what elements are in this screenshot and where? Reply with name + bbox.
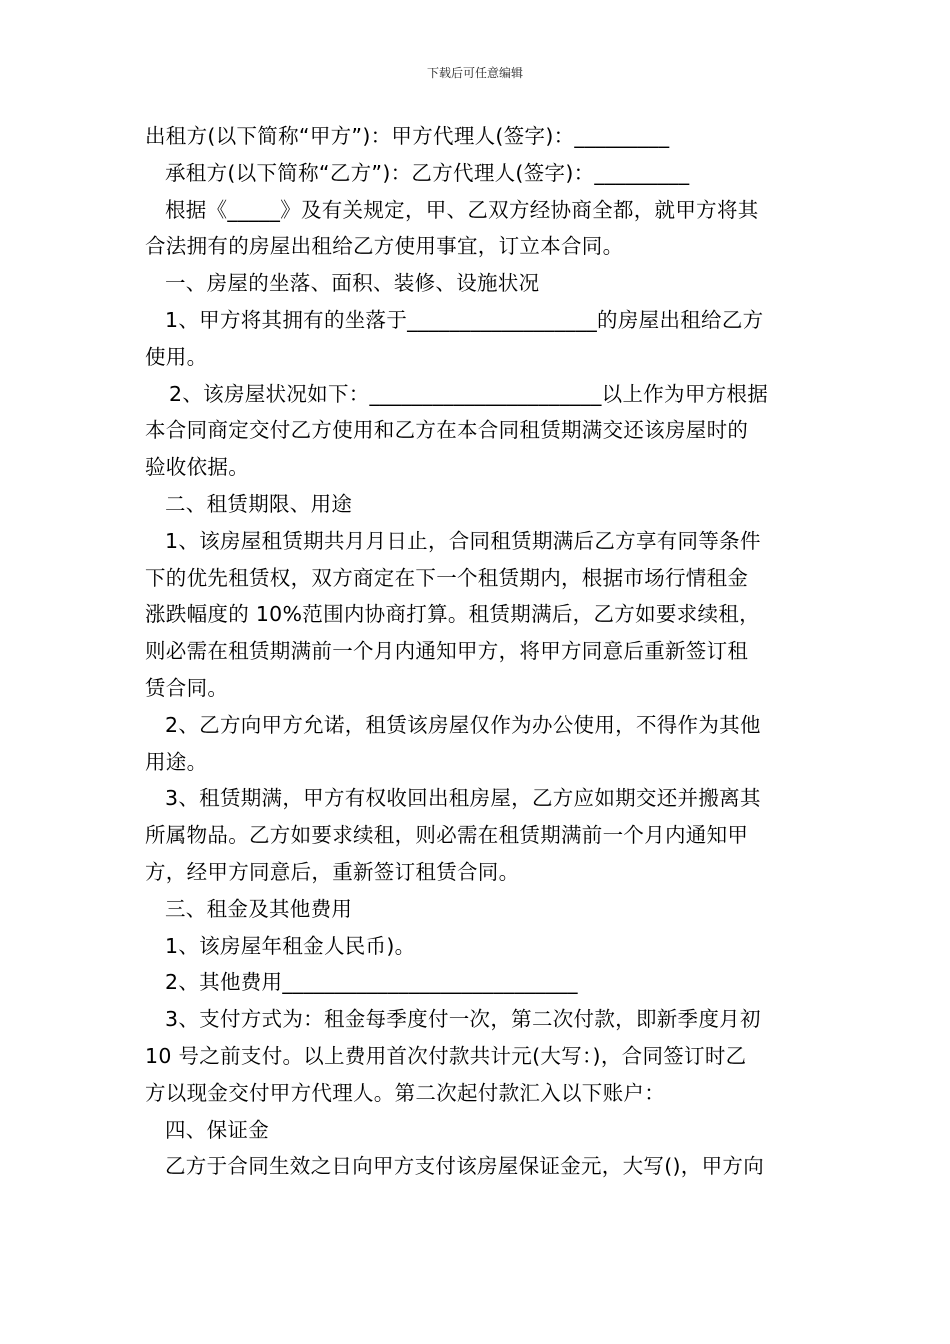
clause-2-3-cont-a: 所属物品。乙方如要求续租，则必需在租赁期满前一个月内通知甲: [145, 823, 749, 848]
line-lessee: 承租方(以下简称“乙方”)：乙方代理人(签字)：_________: [165, 160, 690, 185]
section-heading-2: 二、租赁期限、用途: [165, 491, 353, 516]
clause-2-1-cont-a: 下的优先租赁权，双方商定在下一个租赁期内，根据市场行情租金: [145, 565, 749, 590]
clause-2-1: 1、该房屋租赁期共月月日止，合同租赁期满后乙方享有同等条件: [165, 528, 761, 553]
line-basis-cont: 合法拥有的房屋出租给乙方使用事宜，订立本合同。: [145, 234, 624, 259]
page-header: 下载后可任意编辑: [426, 66, 523, 80]
line-lessor: 出租方(以下简称“甲方”)：甲方代理人(签字)：_________: [145, 124, 670, 148]
clause-3-3-cont-b: 方以现金交付甲方代理人。第二次起付款汇入以下账户：: [145, 1080, 665, 1105]
clause-2-3-cont-b: 方，经甲方同意后，重新签订租赁合同。: [145, 859, 520, 884]
clause-3-3-cont-a: 10 号之前支付。以上费用首次付款共计元(大写：)，合同签订时乙: [145, 1043, 747, 1068]
clause-3-3: 3、支付方式为：租金每季度付一次，第二次付款，即新季度月初: [165, 1007, 761, 1032]
line-basis: 根据《_____》及有关规定，甲、乙双方经协商全都，就甲方将其: [165, 197, 759, 222]
clause-2-1-cont-b: 涨跌幅度的 10%范围内协商打算。租赁期满后，乙方如要求续租，: [145, 602, 760, 627]
contract-body: [145, 118, 815, 1185]
clause-3-1: 1、该房屋年租金人民币)。: [165, 933, 416, 958]
clause-1-2-cont-b: 验收依据。: [145, 455, 249, 480]
section-heading-3: 三、租金及其他费用: [165, 896, 353, 921]
clause-1-1: 1、甲方将其拥有的坐落于__________________的房屋出租给乙方: [165, 307, 764, 332]
clause-2-1-cont-c: 则必需在租赁期满前一个月内通知甲方，将甲方同意后重新签订租: [145, 639, 749, 664]
clause-2-1-cont-d: 赁合同。: [145, 675, 229, 700]
clause-1-2: 2、该房屋状况如下：______________________以上作为甲方根据: [169, 381, 769, 406]
section-heading-1: 一、房屋的坐落、面积、装修、设施状况: [165, 271, 540, 296]
clause-4-1: 乙方于合同生效之日向甲方支付该房屋保证金元，大写()，甲方向: [165, 1154, 764, 1179]
clause-2-3: 3、租赁期满，甲方有权收回出租房屋，乙方应如期交还并搬离其: [165, 786, 761, 811]
clause-1-2-cont-a: 本合同商定交付乙方使用和乙方在本合同租赁期满交还该房屋时的: [145, 418, 749, 443]
section-heading-4: 四、保证金: [165, 1117, 269, 1142]
clause-3-2: 2、其他费用____________________________: [165, 970, 578, 995]
clause-2-2: 2、乙方向甲方允诺，租赁该房屋仅作为办公使用，不得作为其他: [165, 712, 761, 737]
clause-1-1-cont: 使用。: [145, 344, 208, 369]
clause-2-2-cont: 用途。: [145, 749, 208, 774]
